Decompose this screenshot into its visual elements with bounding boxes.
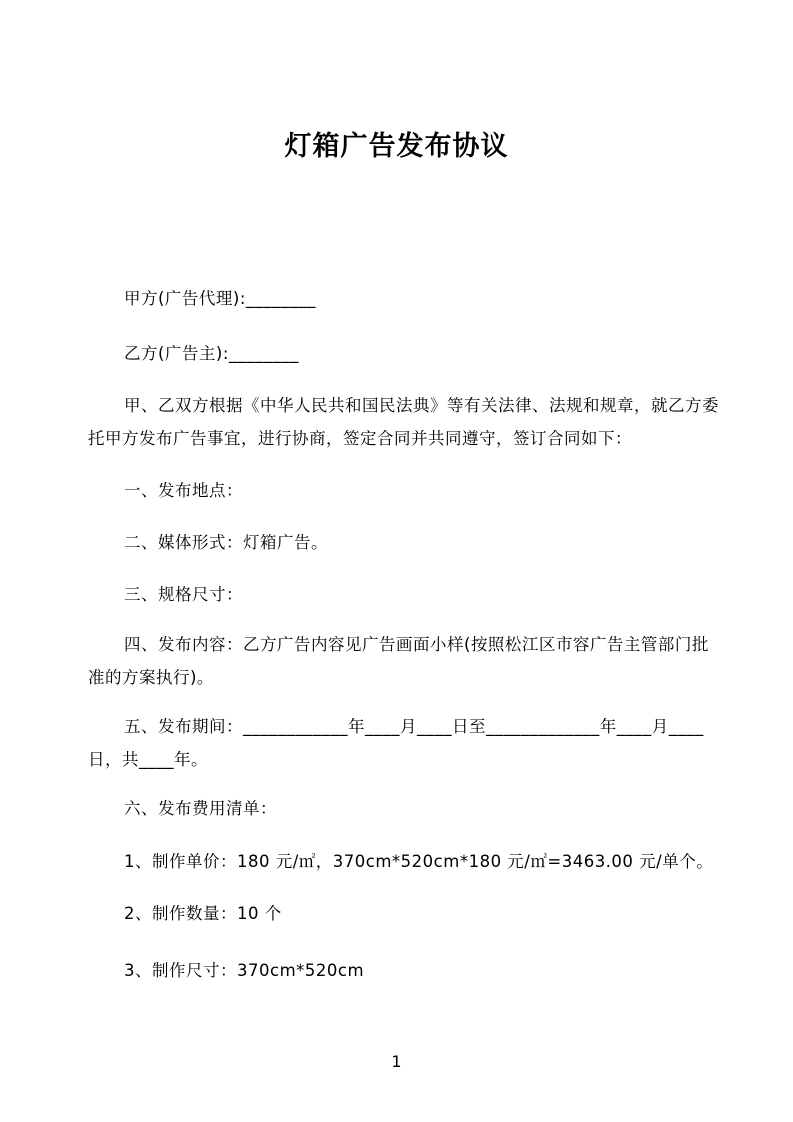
fee-item-3-production-size [88, 954, 715, 987]
fee-item-2-text: 2、制作数量：10 个 [124, 904, 282, 923]
clause-6-fee-list [88, 792, 715, 825]
party-b-blank-line: 乙方(广告主):________ [124, 344, 299, 363]
clause-2-text: 二、媒体形式：灯箱广告。 [124, 533, 328, 552]
clause-4-content [88, 628, 715, 694]
preamble-line-1: 甲、乙双方根据《中华人民共和国民法典》等有关法律、法规和规章，就乙方委 [124, 396, 719, 415]
clause-4-line-1: 四、发布内容：乙方广告内容见广告画面小样(按照松江区市容广告主管部门批 [124, 635, 709, 654]
document-title: 灯箱广告发布协议 [284, 131, 509, 162]
clause-2-media-form [88, 526, 715, 559]
page-number: 1 [391, 1052, 402, 1071]
fee-item-1-text: 1、制作单价：180 元/㎡，370cm*520cm*180 元/㎡=3463.00 元/单个。 [124, 852, 714, 871]
clause-1-text: 一、发布地点： [124, 481, 243, 500]
clause-4-line-2: 准的方案执行)。 [88, 668, 214, 687]
clause-6-text: 六、发布费用清单： [124, 799, 277, 818]
clause-3-specifications [88, 578, 715, 611]
clause-5-line-1: 五、发布期间：____________年____月____日至_____________年____月____ [124, 717, 704, 736]
clause-3-text: 三、规格尺寸： [124, 585, 243, 604]
party-a-blank-line: 甲方(广告代理):________ [124, 289, 316, 308]
clause-5-line-2: 日，共____年。 [88, 750, 208, 769]
party-b-paragraph [88, 337, 715, 370]
clause-5-period [88, 710, 715, 776]
preamble-line-2: 托甲方发布广告事宜，进行协商，签定合同并共同遵守，签订合同如下： [88, 429, 632, 448]
fee-item-1-unit-price [88, 845, 715, 878]
clause-1-location [88, 474, 715, 507]
preamble-paragraph [88, 389, 719, 455]
party-a-paragraph [88, 282, 715, 315]
fee-item-2-quantity [88, 897, 715, 930]
fee-item-3-text: 3、制作尺寸：370cm*520cm [124, 961, 365, 980]
